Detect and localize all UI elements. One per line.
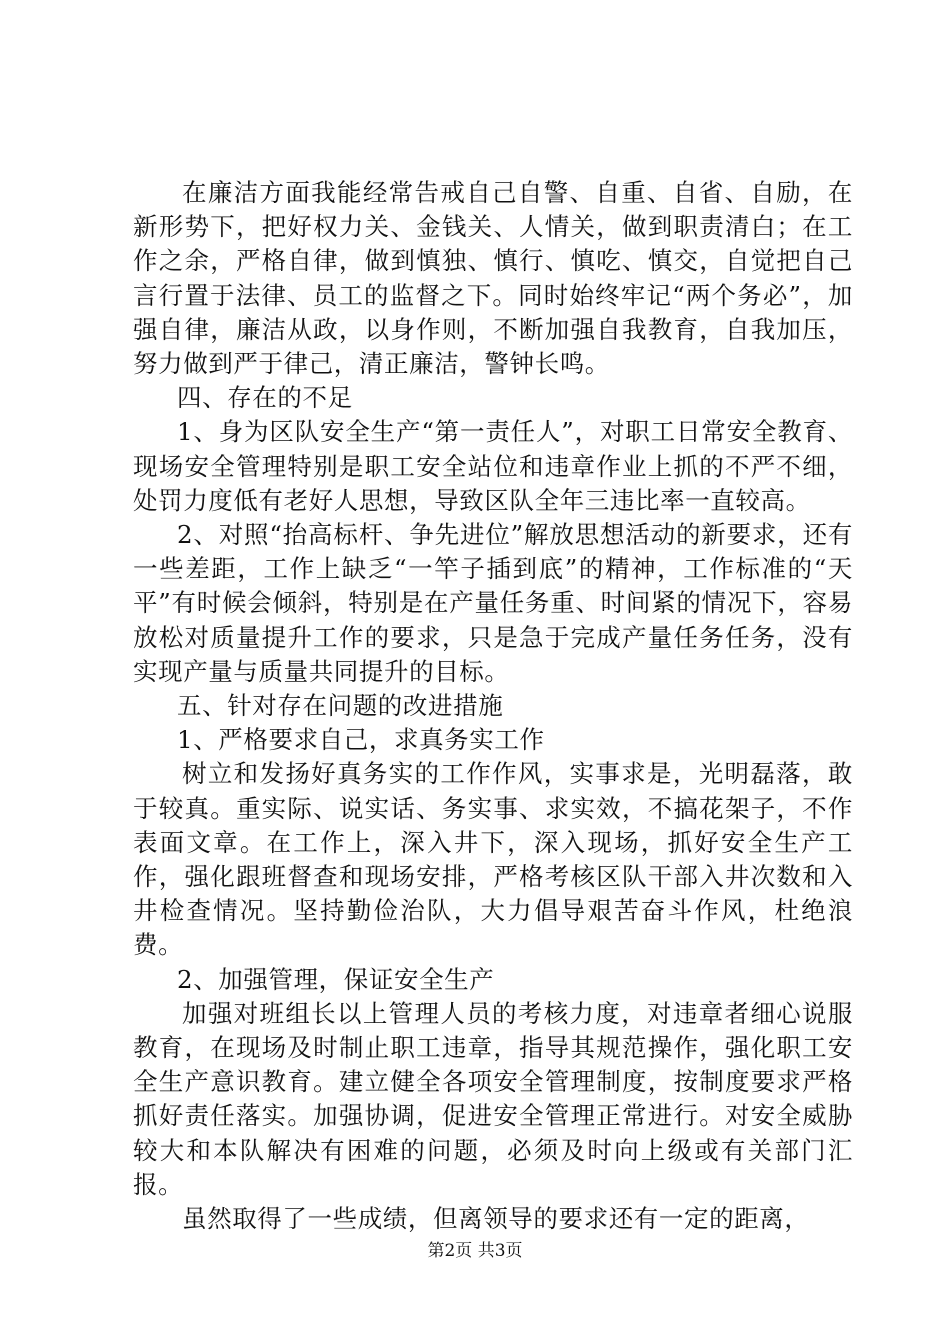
paragraph-improvement-1: 树立和发扬好真务实的工作作风，实事求是，光明磊落，敢于较真。重实际、说实话、务实事、求实效，不搞花架子，不作表面文章。在工作上，深入井下，深入现场，抓好安全生产工作，强化跟班督查和现场安排，严格考核区队干部入井次数和入井检查情况。坚持勤俭治队，大力倡导艰苦奋斗作风，杜绝浪费。 <box>133 759 853 960</box>
paragraph-closing: 虽然取得了一些成绩，但离领导的要求还有一定的距离， <box>182 1204 810 1234</box>
paragraph-improvement-2: 加强对班组长以上管理人员的考核力度，对违章者细心说服教育，在现场及时制止职工违章，指导其规范操作，强化职工安全生产意识教育。建立健全各项安全管理制度，按制度要求严格抓好责任落实。加强协调，促进安全管理正常进行。对安全威胁较大和本队解决有困难的问题，必须及时向上级或有关部门汇报。 <box>133 998 853 1199</box>
subheading-improvement-2: 2、加强管理，保证安全生产 <box>177 964 495 994</box>
paragraph-integrity: 在廉洁方面我能经常告戒自己自警、自重、自省、自励，在新形势下，把好权力关、金钱关、人情关，做到职责清白；在工作之余，严格自律，做到慎独、慎行、慎吃、慎交，自觉把自己言行置于法律、员工的监督之下。同时始终牢记“两个务必”，加强自律，廉洁从政，以身作则，不断加强自我教育，自我加压，努力做到严于律己，清正廉洁，警钟长鸣。 <box>133 178 853 379</box>
subheading-improvement-1: 1、严格要求自己，求真务实工作 <box>177 725 545 755</box>
document-body <box>133 176 853 1236</box>
paragraph-shortcoming-2: 2、对照“抬高标杆、争先进位”解放思想活动的新要求，还有一些差距，工作上缺乏“一竿子插到底”的精神，工作标准的“天平”有时候会倾斜，特别是在产量任务重、时间紧的情况下，容易放松对质量提升工作的要求，只是急于完成产量任务任务，没有实现产量与质量共同提升的目标。 <box>133 520 853 686</box>
heading-shortcomings: 四、存在的不足 <box>177 383 353 413</box>
paragraph-shortcoming-1: 1、身为区队安全生产“第一责任人”，对职工日常安全教育、现场安全管理特别是职工安全站位和违章作业上抓的不严不细，处罚力度低有老好人思想，导致区队全年三违比率一直较高。 <box>133 417 853 515</box>
heading-improvements: 五、针对存在问题的改进措施 <box>177 691 504 721</box>
page-footer <box>0 1240 950 1262</box>
page-number-label: 第2页 共3页 <box>427 1241 523 1261</box>
